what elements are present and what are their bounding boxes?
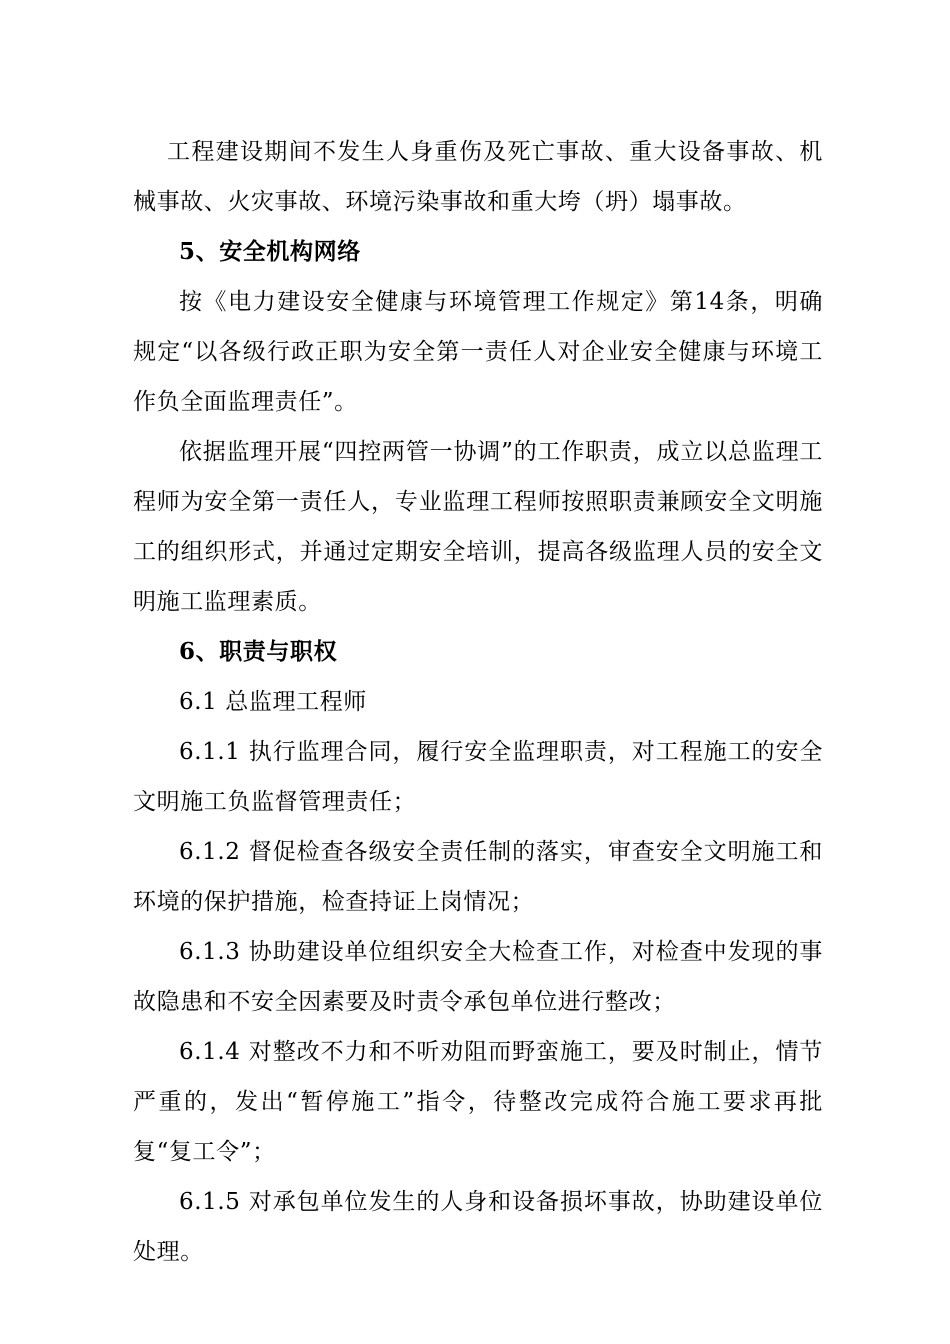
heading-safety-organization: 5、安全机构网络: [179, 238, 361, 265]
paragraph-organization-form: 依据监理开展“四控两管一协调”的工作职责，成立以总监理工程师为安全第一责任人，专业监理工程师按照职责兼顾安全文明施工的组织形式，并通过定期安全培训，提高各级监理人员的安全文明施工监理素质。: [133, 439, 823, 615]
subheading-chief-engineer: 6.1 总监理工程师: [179, 689, 367, 715]
clause-6-1-3: 6.1.3 协助建设单位组织安全大检查工作，对检查中发现的事故隐患和不安全因素要及时责令承包单位进行整改；: [133, 939, 823, 1015]
heading-duties-authority: 6、职责与职权: [179, 638, 338, 665]
clause-6-1-4: 6.1.4 对整改不力和不听劝阻而野蛮施工，要及时制止，情节严重的，发出“暂停施工”指令，待整改完成符合施工要求再批复“复工令”；: [133, 1039, 823, 1165]
clause-6-1-5: 6.1.5 对承包单位发生的人身和设备损坏事故，协助建设单位处理。: [133, 1189, 823, 1265]
paragraph-safety-goal: 工程建设期间不发生人身重伤及死亡事故、重大设备事故、机械事故、火灾事故、环境污染事故和重大垮（坍）塌事故。: [133, 139, 823, 215]
paragraph-regulation: 按《电力建设安全健康与环境管理工作规定》第14条，明确规定“以各级行政正职为安全第一责任人对企业安全健康与环境工作负全面监理责任”。: [133, 289, 823, 415]
document-body: [133, 127, 823, 1277]
clause-6-1-1: 6.1.1 执行监理合同，履行安全监理职责，对工程施工的安全文明施工负监督管理责任；: [133, 739, 823, 815]
clause-6-1-2: 6.1.2 督促检查各级安全责任制的落实，审查安全文明施工和环境的保护措施，检查持证上岗情况；: [133, 839, 823, 915]
